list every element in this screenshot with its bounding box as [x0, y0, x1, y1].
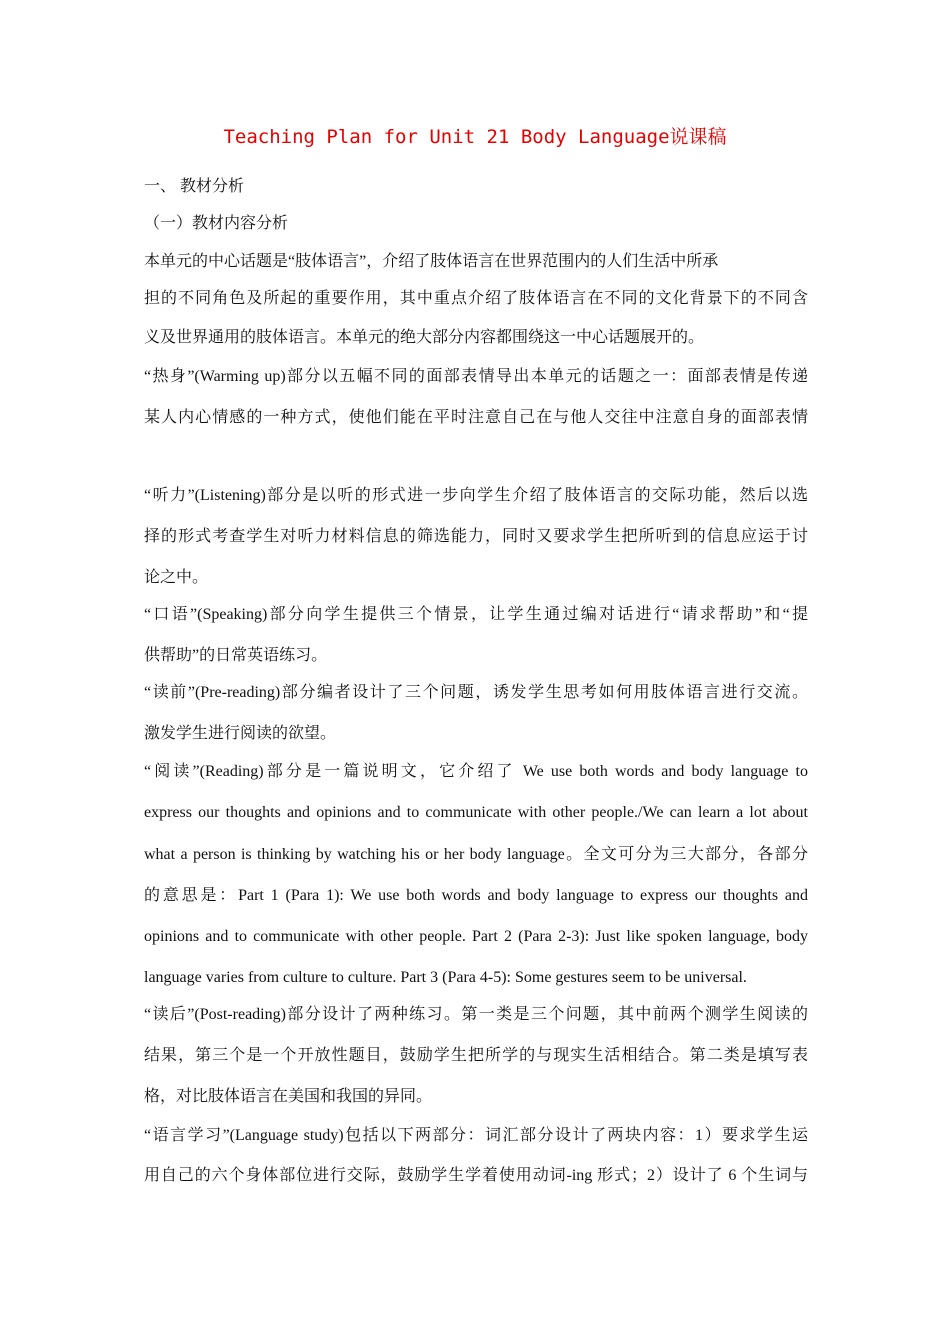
paragraph-line: 激发学生进行阅读的欲望。	[144, 725, 337, 742]
section-heading: 一、 教材分析	[144, 178, 245, 195]
paragraph-line: 担的不同角色及所起的重要作用，其中重点介绍了肢体语言在不同的文化背景下的不同含	[144, 290, 808, 307]
paragraph-line: 论之中。	[144, 569, 209, 586]
paragraph-line: 择的形式考查学生对听力材料信息的筛选能力，同时又要求学生把所听到的信息应运于讨	[144, 528, 808, 545]
subsection-heading: （一）教材内容分析	[144, 215, 289, 232]
paragraph-line: “阅读”(Reading)部分是一篇说明文，它介绍了 We use both words and body language to	[144, 763, 808, 780]
paragraph-line: 供帮助”的日常英语练习。	[144, 647, 328, 664]
paragraph-line: 的意思是：Part 1 (Para 1): We use both words and body language to express our thoughts and	[144, 887, 808, 904]
paragraph-line: “听力”(Listening)部分是以听的形式进一步向学生介绍了肢体语言的交际功能，然后以选	[144, 487, 808, 504]
paragraph-line: 格，对比肢体语言在美国和我国的异同。	[144, 1088, 433, 1105]
paragraph-line: 结果，第三个是一个开放性题目，鼓励学生把所学的与现实生活相结合。第二类是填写表	[144, 1047, 808, 1064]
paragraph-line: what a person is thinking by watching his or her body language。全文可分为三大部分，各部分	[144, 846, 808, 863]
document-title: Teaching Plan for Unit 21 Body Language说课稿	[223, 126, 727, 148]
paragraph-line: “读后”(Post-reading)部分设计了两种练习。第一类是三个问题，其中前两个测学生阅读的	[144, 1006, 808, 1023]
paragraph-line: “读前”(Pre-reading)部分编者设计了三个问题，诱发学生思考如何用肢体语言进行交流。	[144, 684, 808, 701]
paragraph-line: “热身”(Warming up)部分以五幅不同的面部表情导出本单元的话题之一：面部表情是传递	[144, 368, 808, 385]
paragraph-line: language varies from culture to culture. Part 3 (Para 4-5): Some gestures seem to be universal.	[144, 969, 747, 986]
paragraph-line: “口语”(Speaking)部分向学生提供三个情景，让学生通过编对话进行“请求帮助”和“提	[144, 606, 808, 623]
paragraph-line: opinions and to communicate with other people. Part 2 (Para 2-3): Just like spoken language, body	[144, 928, 808, 945]
paragraph-line: 某人内心情感的一种方式，使他们能在平时注意自己在与他人交往中注意自身的面部表情	[144, 409, 808, 426]
paragraph-line: “语言学习”(Language study)包括以下两部分：词汇部分设计了两块内容：1）要求学生运	[144, 1127, 808, 1144]
paragraph-line: 本单元的中心话题是“肢体语言”，介绍了肢体语言在世界范围内的人们生活中所承	[144, 253, 719, 270]
paragraph-line: 义及世界通用的肢体语言。本单元的绝大部分内容都围绕这一中心话题展开的。	[144, 329, 705, 346]
paragraph-line: express our thoughts and opinions and to communicate with other people./We can learn a lot about	[144, 804, 808, 821]
paragraph-line: 用自己的六个身体部位进行交际，鼓励学生学着使用动词-ing 形式；2）设计了 6 个生词与	[144, 1167, 808, 1184]
